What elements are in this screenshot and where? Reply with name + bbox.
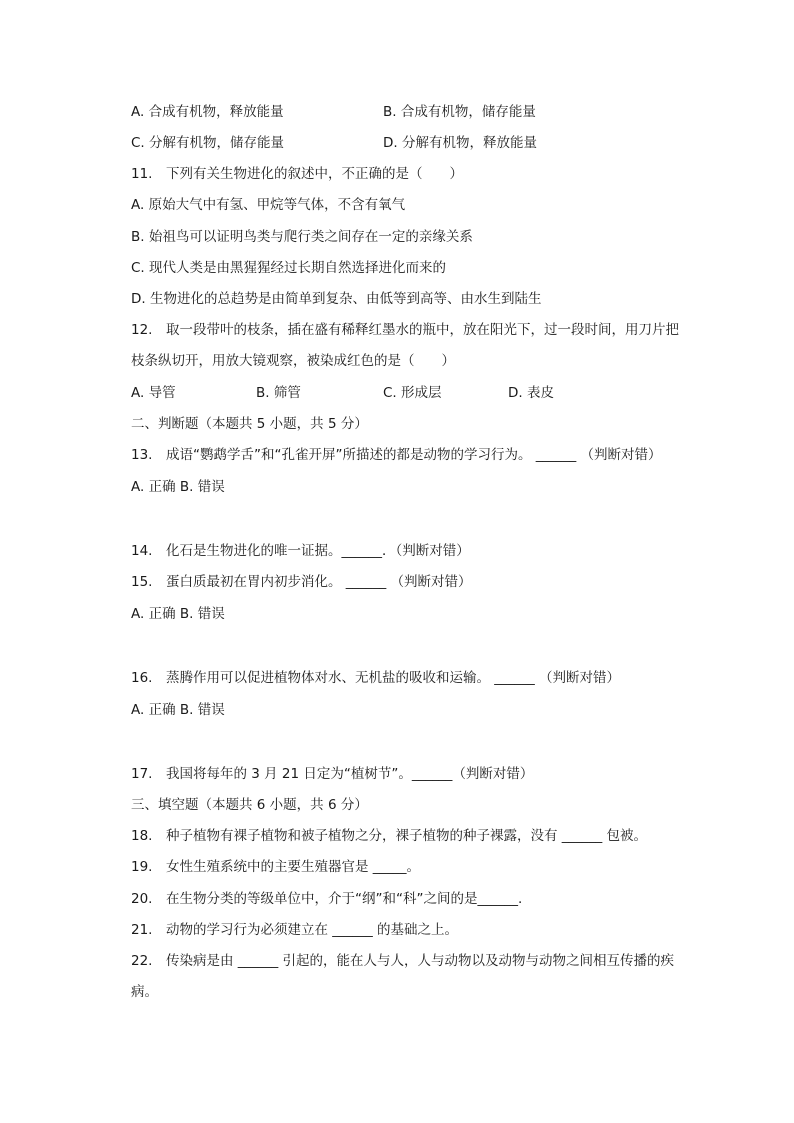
q19-stem: 19. 女性生殖系统中的主要生殖器官是 _____。 bbox=[131, 859, 421, 875]
section-2-heading: 二、判断题（本题共 5 小题，共 5 分） bbox=[131, 416, 368, 432]
q22-stem-line-1: 22. 传染病是由 ______ 引起的，能在人与人，人与动物以及动物与动物之间相互传播的疾 bbox=[131, 953, 675, 969]
q10-option-c: C. 分解有机物，储存能量 bbox=[131, 135, 285, 151]
q10-option-d: D. 分解有机物，释放能量 bbox=[383, 135, 537, 151]
q13-stem: 13. 成语“鹦鹉学舌”和“孔雀开屏”所描述的都是动物的学习行为。 ______ （判断对错） bbox=[131, 447, 662, 463]
q10-option-a: A. 合成有机物，释放能量 bbox=[131, 104, 284, 120]
q12-option-d: D. 表皮 bbox=[508, 385, 554, 401]
q12-stem-line-1: 12. 取一段带叶的枝条，插在盛有稀释红墨水的瓶中，放在阳光下，过一段时间，用刀片把 bbox=[131, 322, 679, 338]
q11-option-c: C. 现代人类是由黑猩猩经过长期自然选择进化而来的 bbox=[131, 260, 447, 276]
q16-options: A. 正确 B. 错误 bbox=[131, 702, 225, 718]
q14-stem: 14. 化石是生物进化的唯一证据。______．（判断对错） bbox=[131, 543, 470, 559]
q21-stem: 21. 动物的学习行为必须建立在 ______ 的基础之上。 bbox=[131, 922, 459, 938]
q15-options: A. 正确 B. 错误 bbox=[131, 606, 225, 622]
q15-stem: 15. 蛋白质最初在胃内初步消化。 ______ （判断对错） bbox=[131, 574, 472, 590]
q10-option-b: B. 合成有机物，储存能量 bbox=[383, 104, 536, 120]
q12-stem-line-2: 枝条纵切开，用放大镜观察，被染成红色的是（ ） bbox=[131, 353, 455, 369]
q11-option-a: A. 原始大气中有氢、甲烷等气体，不含有氧气 bbox=[131, 197, 406, 213]
q11-option-d: D. 生物进化的总趋势是由简单到复杂、由低等到高等、由水生到陆生 bbox=[131, 291, 542, 307]
q17-stem: 17. 我国将每年的 3 月 21 日定为“植树节”。______（判断对错） bbox=[131, 766, 534, 782]
section-3-heading: 三、填空题（本题共 6 小题，共 6 分） bbox=[131, 797, 368, 813]
q12-option-b: B. 筛管 bbox=[256, 385, 301, 401]
q11-option-b: B. 始祖鸟可以证明鸟类与爬行类之间存在一定的亲缘关系 bbox=[131, 229, 473, 245]
q20-stem: 20. 在生物分类的等级单位中，介于“纲”和“科”之间的是______. bbox=[131, 891, 523, 907]
q12-option-a: A. 导管 bbox=[131, 385, 176, 401]
q13-options: A. 正确 B. 错误 bbox=[131, 479, 225, 495]
q11-stem: 11. 下列有关生物进化的叙述中，不正确的是（ ） bbox=[131, 166, 463, 182]
q12-option-c: C. 形成层 bbox=[383, 385, 442, 401]
q22-stem-line-2: 病。 bbox=[131, 984, 158, 1000]
q16-stem: 16. 蒸腾作用可以促进植物体对水、无机盐的吸收和运输。 ______ （判断对错） bbox=[131, 670, 621, 686]
q18-stem: 18. 种子植物有裸子植物和被子植物之分，裸子植物的种子裸露，没有 ______ 包被。 bbox=[131, 828, 648, 844]
